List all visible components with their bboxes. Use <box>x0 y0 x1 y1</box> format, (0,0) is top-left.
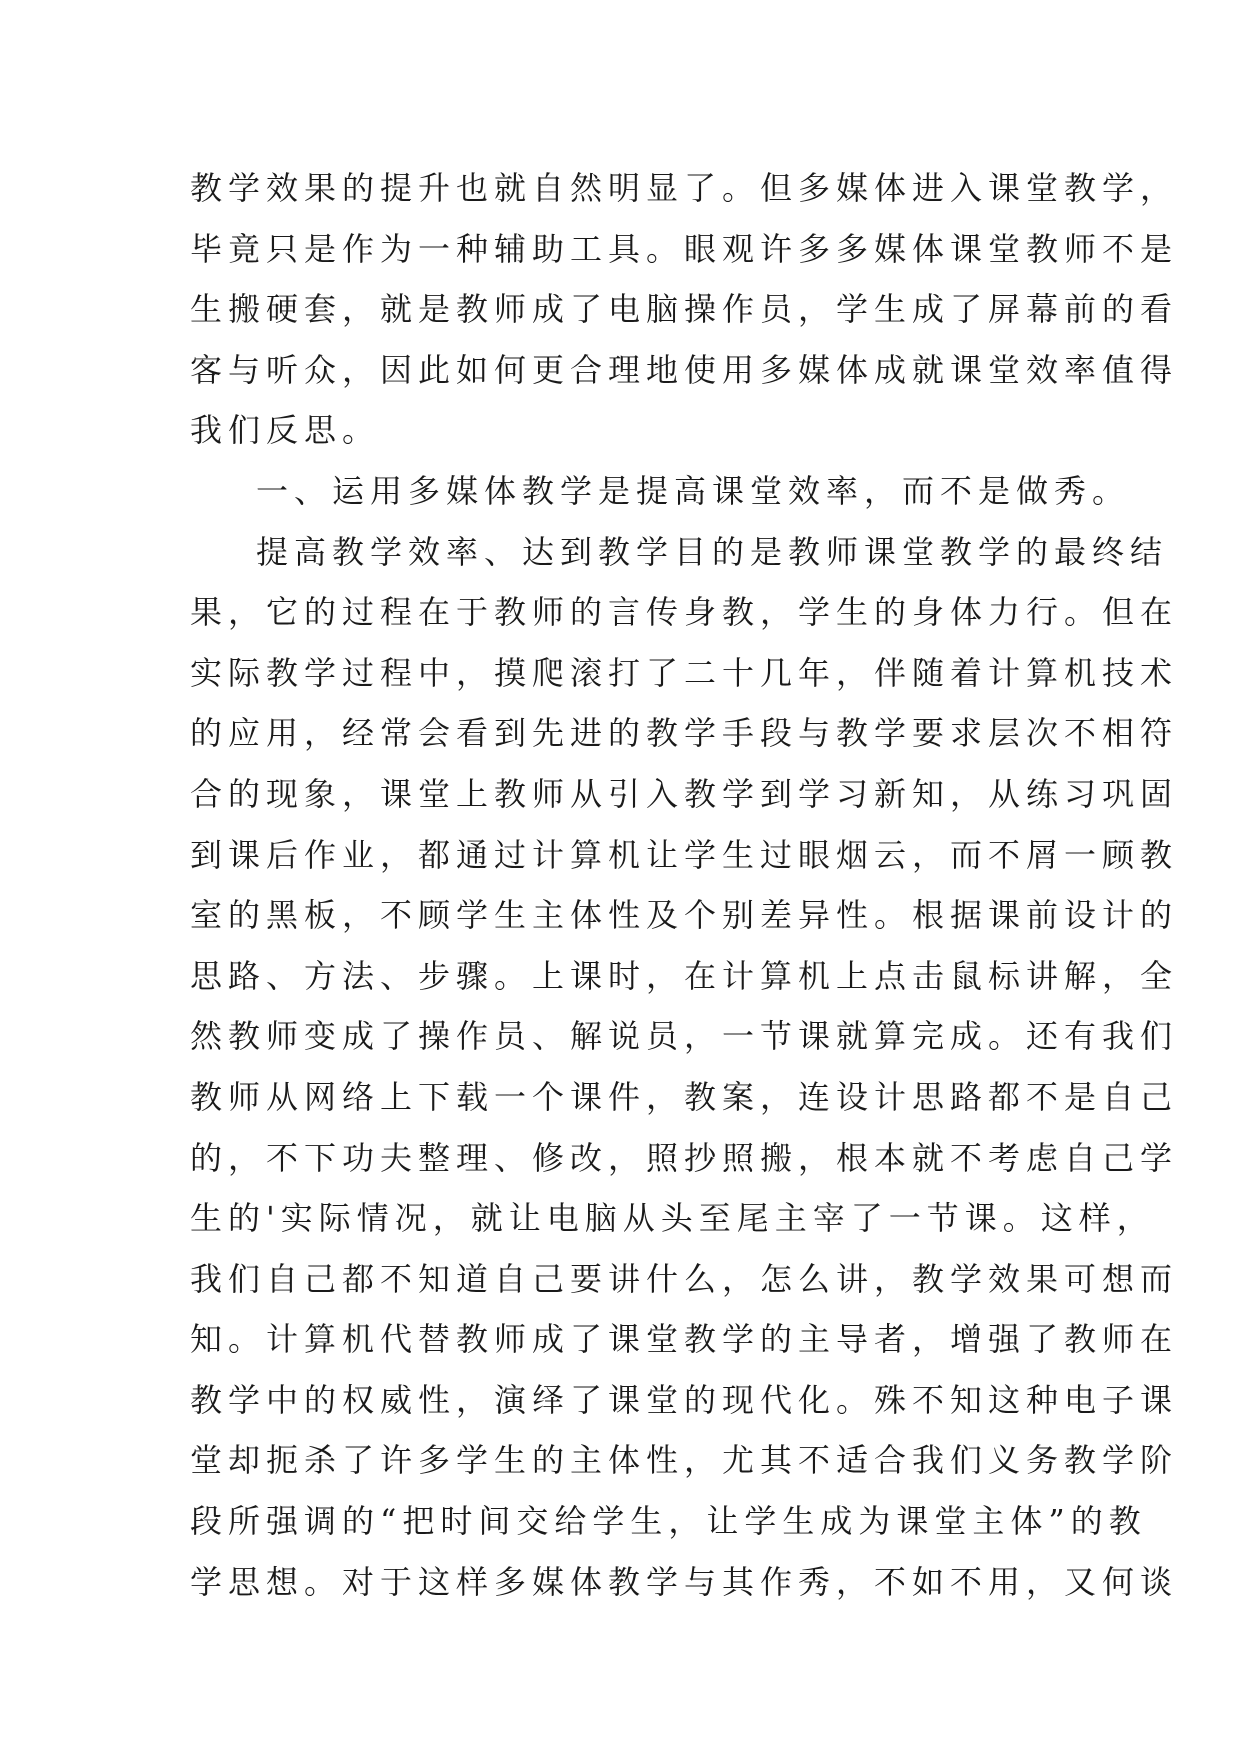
text-line: 然教师变成了操作员、解说员，一节课就算完成。还有我们 <box>190 1017 1179 1056</box>
text-line: 实际教学过程中，摸爬滚打了二十几年，伴随着计算机技术 <box>190 653 1179 692</box>
text-line: 教师从网络上下载一个课件，教案，连设计思路都不是自己 <box>190 1077 1179 1116</box>
text-line: 教学效果的提升也就自然明显了。但多媒体进入课堂教学， <box>190 169 1179 207</box>
document-body <box>190 158 1179 1612</box>
text-line: 知。计算机代替教师成了课堂教学的主导者，增强了教师在 <box>190 1320 1179 1359</box>
text-line: 毕竟只是作为一种辅助工具。眼观许多多媒体课堂教师不是 <box>190 229 1179 268</box>
text-line: 的，不下功夫整理、修改，照抄照搬，根本就不考虑自己学 <box>190 1138 1179 1177</box>
text-line: 的应用，经常会看到先进的教学手段与教学要求层次不相符 <box>190 714 1179 753</box>
text-line: 堂却扼杀了许多学生的主体性，尤其不适合我们义务教学阶 <box>190 1441 1179 1480</box>
text-line: 教学中的权威性，演绎了课堂的现代化。殊不知这种电子课 <box>190 1380 1179 1419</box>
text-line: 我们反思。 <box>190 411 381 450</box>
text-line: 生搬硬套，就是教师成了电脑操作员，学生成了屏幕前的看 <box>190 290 1179 329</box>
text-line: 合的现象，课堂上教师从引入教学到学习新知，从练习巩固 <box>190 774 1179 813</box>
text-line: 到课后作业，都通过计算机让学生过眼烟云，而不屑一顾教 <box>190 835 1179 874</box>
text-line: 生的'实际情况，就让电脑从头至尾主宰了一节课。这样， <box>190 1199 1155 1238</box>
text-line: 段所强调的“把时间交给学生，让学生成为课堂主体”的教 <box>190 1502 1147 1541</box>
text-line: 思路、方法、步骤。上课时，在计算机上点击鼠标讲解，全 <box>190 956 1179 995</box>
text-line: 客与听众，因此如何更合理地使用多媒体成就课堂效率值得 <box>190 350 1179 389</box>
text-line: 学思想。对于这样多媒体教学与其作秀，不如不用，又何谈 <box>190 1562 1179 1601</box>
text-line: 果，它的过程在于教师的言传身教，学生的身体力行。但在 <box>190 593 1179 632</box>
text-line: 我们自己都不知道自己要讲什么，怎么讲，教学效果可想而 <box>190 1259 1179 1298</box>
text-line: 室的黑板，不顾学生主体性及个别差异性。根据课前设计的 <box>190 896 1179 935</box>
section-heading: 一、运用多媒体教学是提高课堂效率，而不是做秀。 <box>256 471 1131 510</box>
paragraph-start-line: 提高教学效率、达到教学目的是教师课堂教学的最终结 <box>256 532 1169 571</box>
